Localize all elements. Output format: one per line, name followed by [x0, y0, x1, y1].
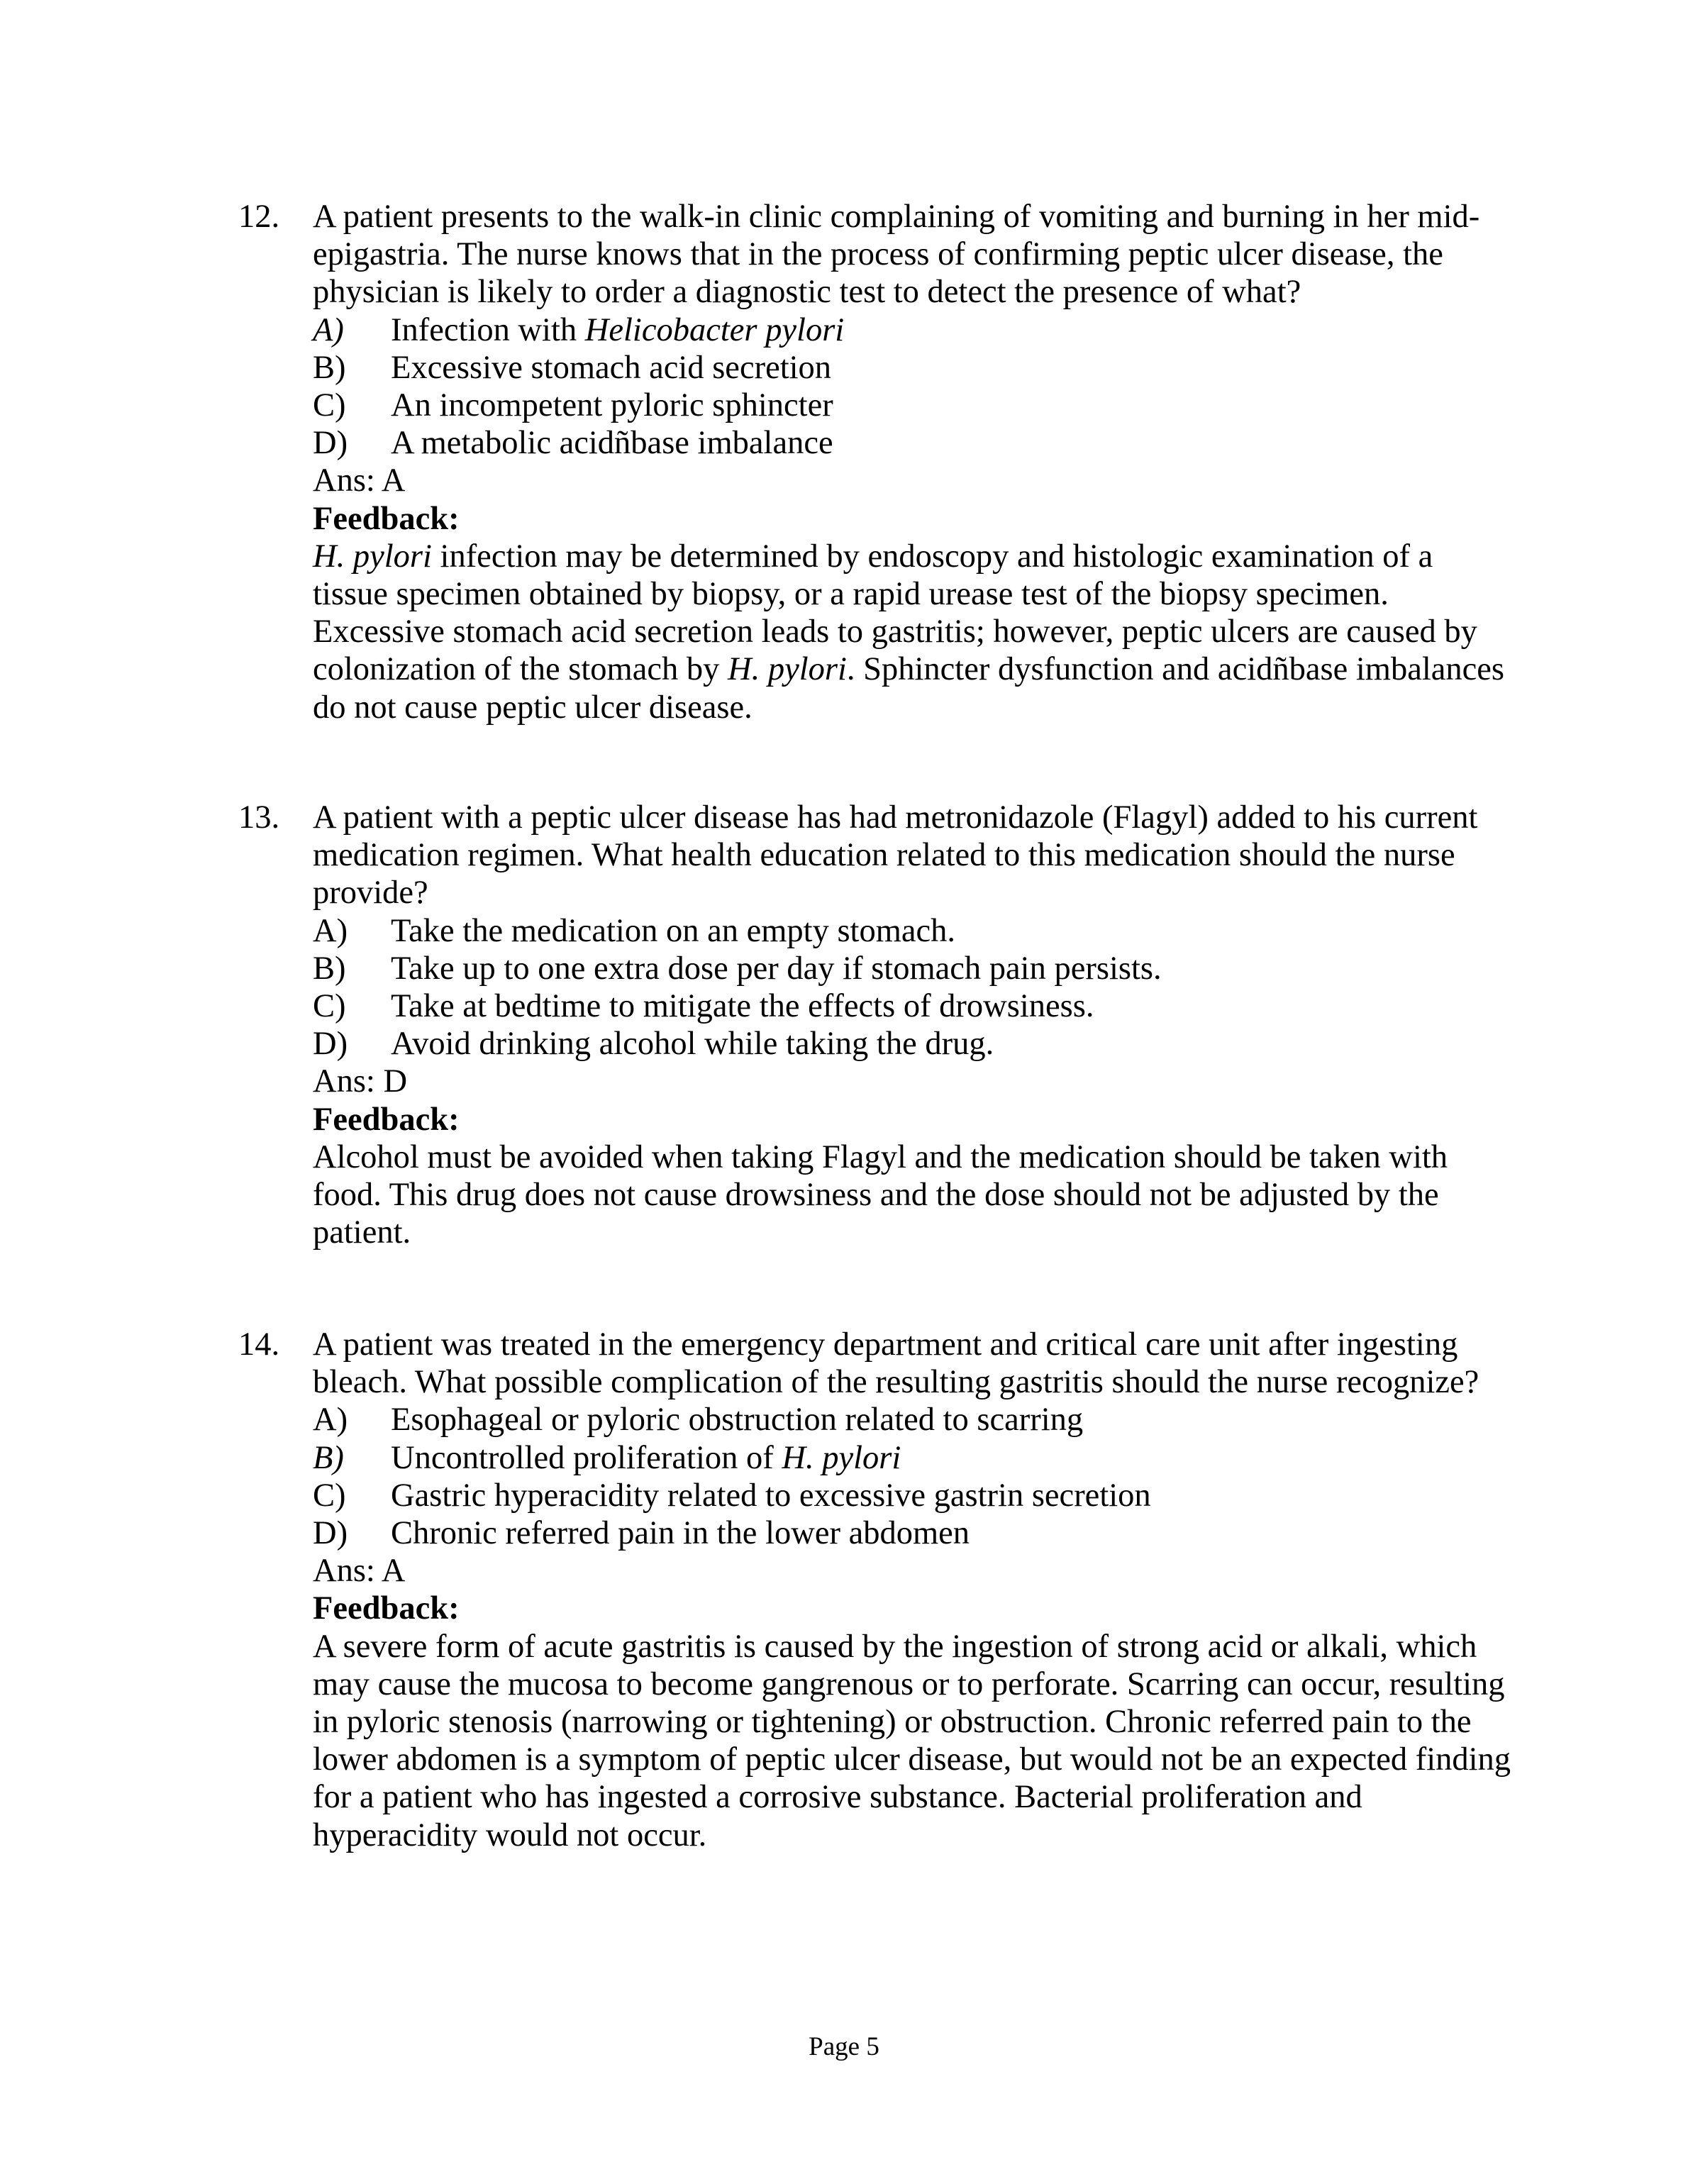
feedback-segment: infection may be determined by endoscopy and histologic examination of a tissue specimen obtained by biopsy, or a rapid urease test of the biopsy specimen. Excessive stomach acid secretion leads to gastritis; however, peptic ulcers are caused by colonization of the stomach by: [313, 538, 1477, 688]
answer-option: [313, 1025, 1515, 1063]
question-number: 14.: [238, 1326, 280, 1363]
question-body: [313, 1326, 1515, 1854]
answer-key: Ans: A: [313, 1553, 406, 1590]
answer-option: [313, 1401, 1515, 1439]
feedback-segment: . Sphincter dysfunction and acidñbase imbalances do not cause peptic ulcer disease.: [313, 651, 1505, 726]
answer-option: [313, 950, 1515, 987]
option-letter: C): [313, 387, 346, 424]
option-text: Gastric hyperacidity related to excessive gastrin secretion: [391, 1477, 1151, 1514]
feedback-label: Feedback:: [313, 1101, 460, 1138]
question-stem: A patient presents to the walk-in clinic complaining of vomiting and burning in her mid-epigastria. The nurse knows that in the process of confirming peptic ulcer disease, the physician is likely to order a diagnostic test to detect the presence of what?: [313, 199, 1480, 311]
option-text: Take the medication on an empty stomach.: [391, 912, 956, 949]
option-letter: C): [313, 988, 346, 1025]
option-text: Avoid drinking alcohol while taking the drug.: [391, 1026, 994, 1063]
answer-key: Ans: A: [313, 462, 406, 499]
question-body: [313, 799, 1515, 1251]
option-letter: C): [313, 1477, 346, 1514]
feedback-segment: A severe form of acute gastritis is caused by the ingestion of strong acid or alkali, which may cause the mucosa to become gangrenous or to perforate. Scarring can occur, resulting in pyloric stenosis (narrowing or tightening) or obstruction. Chronic referred pain to the lower abdomen is a symptom of peptic ulcer disease, but would not be an expected finding for a patient who has ingested a corrosive substance. Bacterial proliferation and hyperacidity would not occur.: [313, 1628, 1511, 1853]
option-text: Uncontrolled proliferation of: [391, 1439, 782, 1476]
feedback-text: [313, 538, 1515, 726]
feedback-segment: Alcohol must be avoided when taking Flagyl and the medication should be taken with food. This drug does not cause drowsiness and the dose should not be adjusted by the patient.: [313, 1138, 1448, 1251]
option-letter: D): [313, 1026, 348, 1063]
option-text: Chronic referred pain in the lower abdomen: [391, 1515, 970, 1552]
option-text: Helicobacter pylori: [584, 311, 845, 348]
option-letter: B): [313, 950, 346, 987]
option-text: An incompetent pyloric sphincter: [391, 387, 833, 424]
option-text: Take up to one extra dose per day if stomach pain persists.: [391, 950, 1162, 987]
answer-option: [313, 1439, 1515, 1477]
answer-option: [313, 912, 1515, 950]
answer-option: [313, 987, 1515, 1025]
option-text: Take at bedtime to mitigate the effects of drowsiness.: [391, 988, 1094, 1025]
option-letter: D): [313, 425, 348, 462]
question-stem: A patient with a peptic ulcer disease has had metronidazole (Flagyl) added to his current medication regimen. What health education related to this medication should the nurse provide?: [313, 799, 1478, 911]
feedback-text: [313, 1628, 1515, 1854]
feedback-label: Feedback:: [313, 500, 460, 537]
question-body: [313, 198, 1515, 726]
feedback-segment: H. pylori: [727, 651, 847, 688]
option-letter: A): [313, 912, 348, 949]
answer-option: [313, 349, 1515, 387]
feedback-text: [313, 1138, 1515, 1252]
answer-option: [313, 1514, 1515, 1552]
option-text: Infection with: [391, 311, 585, 348]
question-stem: A patient was treated in the emergency department and critical care unit after ingesting bleach. What possible complication of the resulting gastritis should the nurse recognize?: [313, 1326, 1479, 1401]
option-letter: B): [313, 349, 346, 386]
option-text: H. pylori: [782, 1439, 901, 1476]
answer-option: [313, 1477, 1515, 1514]
feedback-segment: H. pylori: [313, 538, 432, 575]
feedback-label: Feedback:: [313, 1590, 460, 1627]
option-letter: A): [313, 311, 344, 348]
question-14: [238, 1326, 1515, 1854]
option-letter: D): [313, 1515, 348, 1552]
option-text: A metabolic acidñbase imbalance: [391, 425, 833, 462]
option-letter: B): [313, 1439, 344, 1476]
question-12: [238, 198, 1515, 726]
answer-option: [313, 424, 1515, 462]
question-number: 13.: [238, 799, 280, 836]
answer-key: Ans: D: [313, 1063, 408, 1100]
answer-option: [313, 387, 1515, 424]
question-13: [238, 799, 1515, 1251]
answer-option: [313, 311, 1515, 349]
page-number: Page 5: [809, 2032, 879, 2061]
question-number: 12.: [238, 199, 280, 235]
option-text: Esophageal or pyloric obstruction related to scarring: [391, 1402, 1084, 1439]
option-letter: A): [313, 1402, 348, 1439]
option-text: Excessive stomach acid secretion: [391, 349, 832, 386]
